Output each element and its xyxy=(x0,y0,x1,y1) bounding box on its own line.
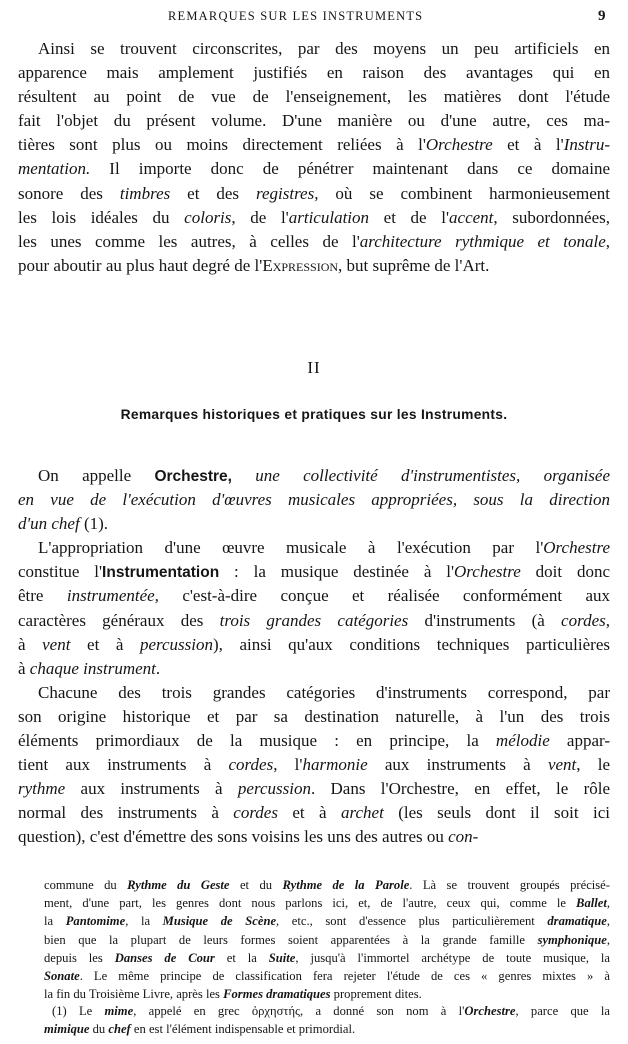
emphasis-text: en vue de l'exécution d'œuvres musicales appropriées, sous la direction xyxy=(18,490,610,510)
text-run: , xyxy=(606,932,610,947)
text-run: aux instruments à xyxy=(367,755,548,775)
emphasis-text: harmonie xyxy=(302,755,368,775)
emphasis-text: con- xyxy=(448,827,479,847)
text-line xyxy=(18,657,610,681)
text-run: Il importe donc de pénétrer maintenant dans ce domaine xyxy=(90,159,610,179)
text-line xyxy=(18,109,610,133)
text-line xyxy=(18,681,610,705)
text-run: fait l'objet du présent volume. D'une manière ou d'une autre, ces ma- xyxy=(18,111,610,131)
emphasis-text: cordes xyxy=(233,803,278,823)
emphasis-text: mentation. xyxy=(18,159,91,179)
emphasis-text: Ballet xyxy=(576,896,607,911)
text-run: éléments primordiaux de la musique : en principe, la xyxy=(18,731,496,751)
text-run: à xyxy=(18,634,43,654)
emphasis-text: chef xyxy=(108,1022,131,1037)
emphasis-text: Orchestre xyxy=(543,538,610,558)
text-run: tières sont plus ou moins directement reliées à l' xyxy=(18,135,426,155)
text-line xyxy=(44,985,610,1003)
text-run: pour aboutir au plus haut degré de l' xyxy=(18,255,263,275)
text-run: en est l'élément indispensable et primordial. xyxy=(130,1022,356,1037)
text-run: à xyxy=(18,658,30,678)
text-run: (1) Le xyxy=(52,1004,105,1018)
text-run: On appelle xyxy=(38,466,155,485)
text-line xyxy=(44,894,610,912)
emphasis-text: trois grandes catégories xyxy=(219,610,409,630)
text-run: : la musique destinée à l' xyxy=(219,562,455,582)
emphasis-text: Rythme de la Parole xyxy=(282,878,410,892)
text-line xyxy=(44,876,610,894)
text-run: , xyxy=(606,914,610,929)
text-run: ), ainsi qu'aux conditions techniques particulières xyxy=(213,634,610,654)
emphasis-text: chaque instrument xyxy=(29,658,156,678)
text-run: question), c'est d'émettre des sons voisins les uns des autres ou xyxy=(18,827,449,847)
text-run: , parce que la xyxy=(515,1004,610,1018)
emphasis-text: Musique de Scène xyxy=(162,914,277,929)
text-run: (les seuls dont il soit ici xyxy=(383,803,610,823)
emphasis-text: coloris xyxy=(184,207,232,227)
text-run: caractères généraux des xyxy=(18,610,220,630)
emphasis-text: architecture rythmique et tonale xyxy=(359,231,606,251)
text-run: , jusqu'à l'immortel archétype de toute musique, la xyxy=(295,950,610,965)
text-line xyxy=(18,488,610,512)
emphasis-text: accent xyxy=(449,207,494,227)
text-run: apparence mais amplement justifiés en raison des avantages qui en xyxy=(18,63,610,83)
text-run: et à l' xyxy=(492,135,564,155)
text-line xyxy=(18,801,610,825)
emphasis-text: mélodie xyxy=(495,731,550,751)
emphasis-text: Orchestre xyxy=(454,562,521,582)
text-run: . xyxy=(155,658,161,678)
emphasis-text: vent xyxy=(42,634,71,654)
text-run: tient aux instruments à xyxy=(18,755,229,775)
emphasis-text: Danses de Cour xyxy=(114,950,215,965)
text-line xyxy=(18,705,610,729)
text-run: , subordonnées, xyxy=(493,207,610,227)
emphasis-text: Orchestre xyxy=(464,1004,516,1018)
text-run: . Dans l'Orchestre, en effet, le rôle xyxy=(310,779,610,799)
emphasis-text: d'un chef xyxy=(18,514,80,534)
text-run: Ainsi se trouvent circonscrites, par des moyens un peu artificiels en xyxy=(38,39,610,58)
emphasis-text: mimique xyxy=(44,1022,90,1037)
text-run: aux instruments à xyxy=(65,779,238,799)
text-run: son origine historique et par sa destination naturelle, à l'un des trois xyxy=(18,706,610,726)
text-line xyxy=(18,61,610,85)
emphasis-text: mime xyxy=(104,1004,134,1018)
text-run: c'est-à-dire conçue et réalisée conformément aux xyxy=(158,586,610,606)
intro-paragraph xyxy=(18,37,610,278)
text-line xyxy=(18,633,610,657)
emphasis-text: instrumentée, xyxy=(66,586,159,606)
emphasis-text: Expression xyxy=(262,255,339,275)
text-line xyxy=(44,912,610,930)
section-numeral: II xyxy=(307,358,321,377)
emphasis-text: cordes, xyxy=(228,755,278,775)
text-run: et du xyxy=(229,878,283,892)
emphasis-text: articulation xyxy=(288,207,370,227)
text-line xyxy=(18,584,610,608)
emphasis-text: symphonique xyxy=(537,932,607,947)
text-line xyxy=(18,609,610,633)
text-run: depuis les xyxy=(44,950,115,965)
emphasis-text: Orchestre xyxy=(425,135,493,155)
text-line xyxy=(18,512,610,536)
text-line xyxy=(18,729,610,753)
emphasis-text: dramatique xyxy=(547,914,607,929)
page-number: 9 xyxy=(598,8,606,24)
text-run: L'appropriation d'une œuvre musicale à l'exécution par l' xyxy=(38,538,544,558)
text-run: , xyxy=(606,896,610,911)
text-run xyxy=(232,466,255,485)
text-run: bien que la plupart de leurs formes soient apparentées à la grande famille xyxy=(44,932,538,947)
text-run: , de l' xyxy=(231,207,289,227)
body-paragraph-orchestre xyxy=(18,464,610,536)
emphasis-text: Orchestre, xyxy=(154,468,232,485)
text-run: résultent au point de vue de l'enseignement, les matières dont l'étude xyxy=(18,87,610,107)
text-run: , la xyxy=(125,914,163,929)
text-run: (1). xyxy=(79,514,109,534)
text-run: , xyxy=(605,610,610,630)
text-line xyxy=(18,464,610,488)
text-run: la fin du Troisième Livre, après les xyxy=(44,987,224,1002)
emphasis-text: archet xyxy=(341,803,384,823)
text-line xyxy=(18,182,610,206)
text-run: l' xyxy=(277,755,303,775)
running-title: REMARQUES SUR LES INSTRUMENTS xyxy=(168,9,424,23)
emphasis-text: Suite xyxy=(268,950,296,965)
text-run: d'instruments (à xyxy=(408,610,562,630)
text-run: la xyxy=(44,914,66,929)
text-run: , but suprême de l'Art. xyxy=(338,255,490,275)
text-run: les lois idéales du xyxy=(18,207,185,227)
text-run: proprement dites. xyxy=(330,987,422,1002)
text-line xyxy=(18,825,610,849)
emphasis-text: Instru- xyxy=(563,135,610,155)
text-run: . Le même principe de classification fera rejeter l'étude de ces « genres mixtes » à xyxy=(79,968,610,983)
text-run: ment, d'une part, les genres dont nous parlons ici, et, de l'autre, ceux qui, comme le xyxy=(44,896,577,911)
text-run: doit donc xyxy=(520,562,610,582)
emphasis-text: Instrumentation xyxy=(102,564,220,582)
text-line xyxy=(18,230,610,254)
body-paragraph-instrumentation xyxy=(18,536,610,681)
text-line xyxy=(44,967,610,985)
emphasis-text: Sonate xyxy=(44,968,80,983)
text-line xyxy=(18,254,610,278)
running-header xyxy=(0,9,628,29)
section-heading: Remarques historiques et pratiques sur les Instruments. xyxy=(120,407,508,422)
text-run: et à xyxy=(70,634,140,654)
emphasis-text: percussion xyxy=(237,779,311,799)
text-run: , appelé en grec ὀρχηστής, a donné son nom à l' xyxy=(133,1004,465,1018)
text-line xyxy=(18,133,610,157)
text-line xyxy=(18,777,610,801)
emphasis-text: Formes dramatiques xyxy=(223,987,331,1002)
text-run: et à xyxy=(277,803,341,823)
text-run: normal des instruments à xyxy=(18,803,234,823)
text-line xyxy=(44,1002,610,1020)
text-run: sonore des xyxy=(18,183,120,203)
text-run: où se combinent harmonieusement xyxy=(318,183,610,203)
emphasis-text: une collectivité d'instrumentistes, organisée xyxy=(255,466,610,485)
text-run: les unes comme les autres, à celles de l' xyxy=(18,231,360,251)
text-line xyxy=(44,1020,610,1038)
text-run: et la xyxy=(214,950,269,965)
text-run: être xyxy=(18,586,67,606)
body-paragraph-categories xyxy=(18,681,610,850)
text-run: constitue l' xyxy=(18,562,103,582)
text-run: commune du xyxy=(44,878,128,892)
emphasis-text: Pantomime xyxy=(65,914,126,929)
text-line xyxy=(18,37,610,61)
emphasis-text: cordes xyxy=(561,610,606,630)
emphasis-text: vent xyxy=(547,755,577,775)
text-run: . Là se trouvent groupés précisé- xyxy=(409,878,610,892)
text-line xyxy=(44,949,610,967)
text-line xyxy=(18,753,610,777)
text-line xyxy=(18,536,610,560)
text-line xyxy=(18,157,610,181)
text-run: , xyxy=(605,231,610,251)
emphasis-text: registres, xyxy=(255,183,319,203)
text-line xyxy=(18,85,610,109)
emphasis-text: timbres xyxy=(119,183,171,203)
text-line xyxy=(18,206,610,230)
emphasis-text: percussion xyxy=(139,634,213,654)
text-run: appar- xyxy=(549,731,610,751)
text-run: , etc., sont d'essence plus particulièrement xyxy=(276,914,548,929)
text-line xyxy=(44,931,610,949)
text-run: Chacune des trois grandes catégories d'instruments correspond, par xyxy=(38,682,610,702)
text-run: du xyxy=(89,1022,109,1037)
footnote-continuation xyxy=(44,876,610,1003)
emphasis-text: Rythme du Geste xyxy=(127,878,230,892)
text-run: et de l' xyxy=(369,207,450,227)
text-line xyxy=(18,560,610,584)
text-run: et des xyxy=(170,183,256,203)
footnote-1 xyxy=(44,1002,610,1038)
text-run: , le xyxy=(576,755,610,775)
emphasis-text: rythme xyxy=(18,779,66,799)
